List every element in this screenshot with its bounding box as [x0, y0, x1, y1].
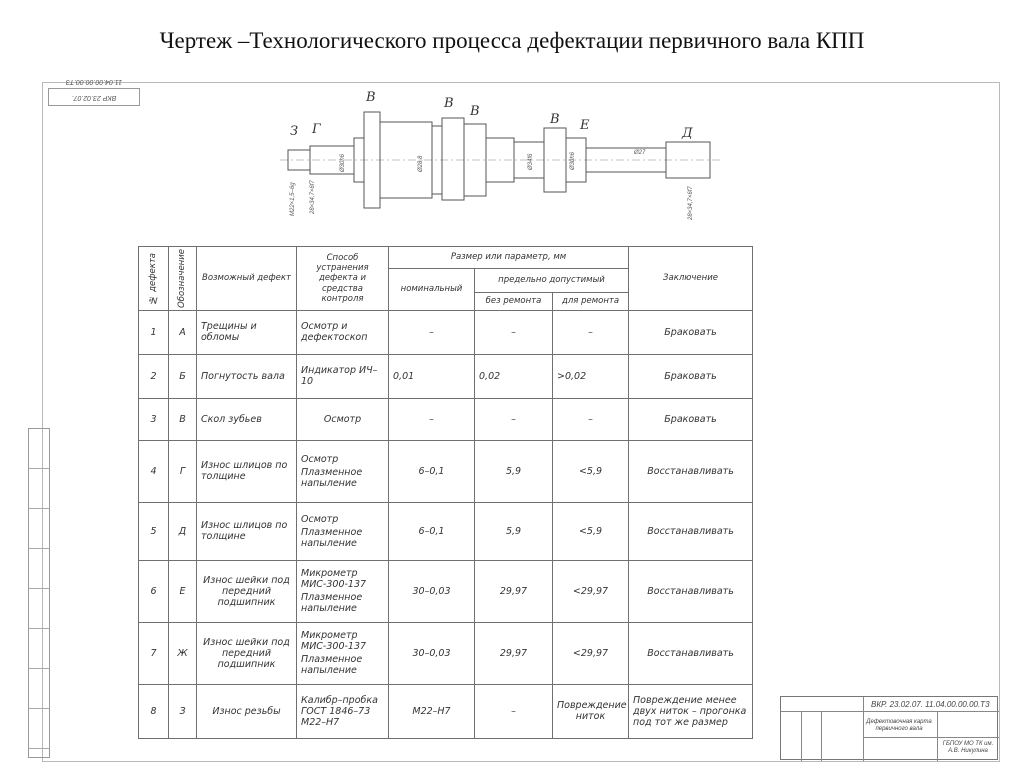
zone-label: Е — [580, 118, 590, 133]
zone-label: В — [470, 104, 480, 119]
title-block-stamp — [780, 696, 998, 760]
header-allowed: предельно допустимый — [475, 269, 629, 293]
side-strip — [28, 428, 50, 758]
header-size: Размер или параметр, мм — [389, 247, 629, 269]
table-row: 8 З Износ резьбы Калибр–пробка ГОСТ 1846–73 М22–Н7 М22–Н7 – Повреждение ниток Повреждение менее двух ниток – прогонка под тот же размер — [139, 684, 753, 738]
defect-table — [138, 246, 753, 739]
stamp-org: ГБПОУ МО ТК им. А.В. Никулина — [942, 741, 994, 755]
table-row: 3 В Скол зубьев Осмотр – – – Браковать — [139, 398, 753, 440]
stamp-code: ВКР. 23.02.07. 11.04.00.00.00.Т3 — [871, 700, 990, 709]
table-row: 7 Ж Износ шейки под передний подшипник Микрометр МИС-300-137 Плазменное напыление 30–0,03 29,97 <29,97 Восстанавливать — [139, 622, 753, 684]
stamp-name: Дефектовочная карта первичного вала — [866, 719, 932, 733]
table-row: 2 Б Погнутость вала Индикатор ИЧ–10 0,01 0,02 >0,02 Браковать — [139, 354, 753, 398]
table-row: 1 А Трещины и обломы Осмотр и дефектоскоп – – – Браковать — [139, 310, 753, 354]
rotated-code-box: ВКР 23.02.07. 11.04.00.00.00.Т3 — [48, 88, 140, 106]
zone-label: В — [550, 112, 560, 127]
header-for-repair: для ремонта — [553, 292, 629, 310]
zone-label: В — [444, 96, 454, 111]
shaft-drawing — [270, 88, 730, 228]
header-num: № дефекта — [139, 247, 169, 311]
diameter-label: Ø34f6 — [528, 153, 534, 170]
header-designation: Обозначение — [169, 247, 197, 311]
diameter-label: Ø28,8 — [418, 155, 424, 172]
diameter-label: Ø27 — [634, 150, 646, 156]
table-row: 5 Д Износ шлицов по толщине Осмотр Плазменное напыление 6–0,1 5,9 <5,9 Восстанавливать — [139, 502, 753, 560]
header-conclusion: Заключение — [629, 247, 753, 311]
header-defect: Возможный дефект — [197, 247, 297, 311]
header-method: Способ устранения дефекта и средства контроля — [297, 247, 389, 311]
thread-label: М22×1,5–6g — [290, 182, 296, 216]
table-row: 6 Е Износ шейки под передний подшипник Микрометр МИС-300-137 Плазменное напыление 30–0,03 29,97 <29,97 Восстанавливать — [139, 560, 753, 622]
header-no-repair: без ремонта — [475, 292, 553, 310]
shaft-svg — [270, 88, 730, 228]
zone-label: Г — [312, 122, 321, 137]
diameter-label: Ø30h6 — [340, 153, 346, 172]
diameter-label: Ø30h6 — [570, 151, 576, 170]
slide-title: Чертеж –Технологического процесса дефектации первичного вала КПП — [159, 28, 865, 53]
zone-label: В — [366, 90, 376, 105]
zone-label: Д — [682, 126, 693, 141]
spline-label-left: 28×34,7×6f7 — [310, 180, 316, 214]
spline-label-right: 28×34,7×6f7 — [688, 186, 694, 220]
zone-label: З — [290, 124, 299, 139]
header-nominal: номинальный — [389, 269, 475, 311]
table-row: 4 Г Износ шлицов по толщине Осмотр Плазменное напыление 6–0,1 5,9 <5,9 Восстанавливать — [139, 440, 753, 502]
